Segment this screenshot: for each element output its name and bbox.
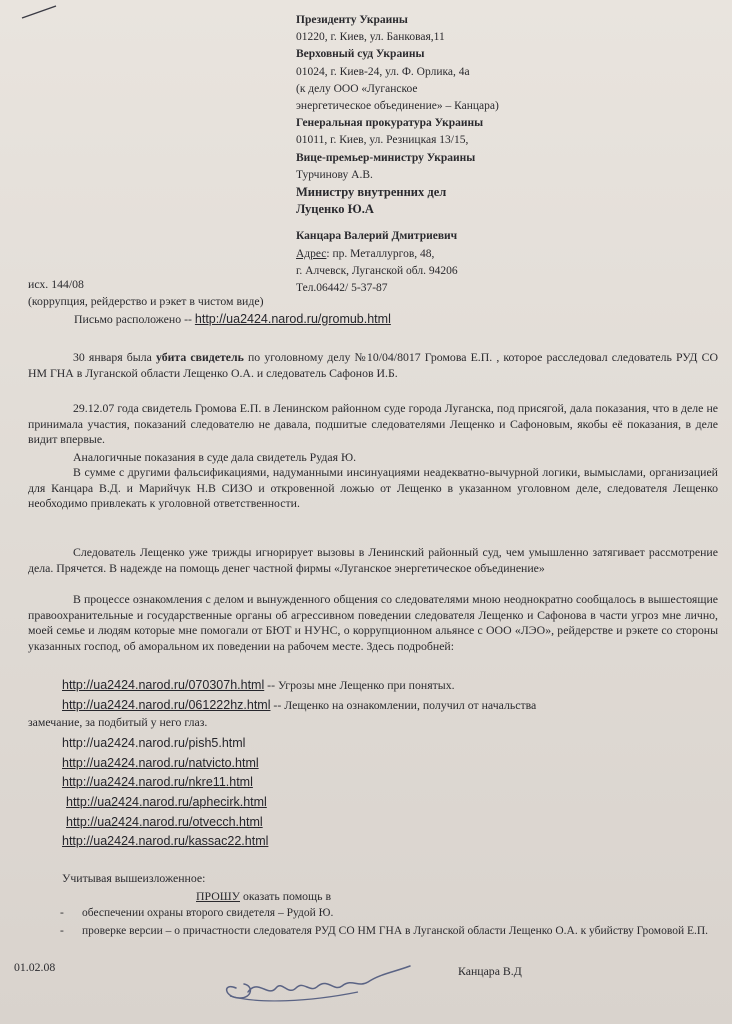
addressee-line: Президенту Украины [296,14,408,26]
reference-number: исх. 144/08 [28,277,84,291]
paragraph-rudaya: Аналогичные показания в суде дала свидетель Рудая Ю. [73,450,357,464]
addressee-block [296,12,726,297]
evidence-link[interactable]: http://ua2424.narod.ru/natvicto.html [62,755,259,770]
evidence-link[interactable]: http://ua2424.narod.ru/pish5.html [62,736,246,751]
addressee-line: Луценко Ю.А [296,202,374,217]
letter-location-link[interactable]: http://ua2424.narod.ru/gromub.html [194,312,391,326]
addressee-line: Министру внутренних дел [296,185,447,200]
evidence-link[interactable]: http://ua2424.narod.ru/061222hz.html [62,697,271,712]
addressee-line: Турчинову А.В. [296,168,373,181]
request-bullet [60,924,720,940]
request-bullet [60,906,720,922]
paragraph-murder: 30 января была убита свидетель по уголовному делу №10/04/8017 Громова Е.П. , которое расследовал следователь РУД СО НМ ГНА в Луганской области Лещенко О.А. и следователь Сафонов И.Б. [28,350,718,380]
handwritten-signature [218,958,418,1013]
paragraph-complaints: В процессе ознакомления с делом и вынужденного общения со следователями мною неоднократно сообщалось в вышестоящие правоохранительные и государственные органы об агрессивном поведении следователя Лещенко и Сафонова в части угроз мне лично, моей семье и людям которые мне помогали от БЮТ и НУНС, о коррупционном альянсе с ООО «ЛЭО», рейдерстве и рэкете со стороны указанных господ, об аморальном их поведении на рабочем месте. Здесь подробней: [28,592,718,653]
paragraph-testimony: 29.12.07 года свидетель Громова Е.П. в Ленинском районном суде города Луганска, под присягой, дала показания, что в деле не принимала участия, показаний следователю не давала, подшитые следователями Лещенко и Сафоновым, якобы её показания, в деле видит впервые. [28,401,718,447]
subtitle: (коррупция, рейдерство и рэкет в чистом виде) [28,294,264,308]
signature-name: Канцара В.Д [458,964,522,978]
bullet-dash-icon: - [60,907,64,919]
pen-scratch-mark [20,2,60,22]
paragraph-falsifications: В сумме с другими фальсификациями, надуманными инсинуациями неадекватно-вычурной логики, вымыслами, организацией для Канцара В.Д. и Марийчук Н.В СИЗО и откровенной ложью от Лещенко в указанном уголовном деле, следователя Лещенко необходимо привлекать к уголовной ответственности. [28,465,718,511]
request-line: ПРОШУ оказать помощь в [196,889,332,903]
evidence-link-row: http://ua2424.narod.ru/070307h.html -- Угрозы мне Лещенко при понятых. [62,678,455,692]
evidence-link[interactable]: http://ua2424.narod.ru/070307h.html [62,678,265,692]
paragraph-ignoring-court: Следователь Лещенко уже трижды игнорирует вызовы в Ленинский районный суд, чем умышленно затягивает рассмотрение дела. Прячется. В надежде на помощь денег частной фирмы «Луганское энергетическое объединение» [28,545,718,575]
link-continuation: замечание, за подбитый у него глаз. [28,715,208,730]
addressee-line: Генеральная прокуратура Украины [296,117,484,130]
sender-address: Адрес: пр. Металлургов, 48, [296,247,435,260]
killed-witness-emphasis: убита свидетель [155,350,244,364]
addressee-line: Верховный суд Украины [296,48,425,61]
evidence-links-list [28,676,722,852]
letter-location-label: Письмо расположено -- [74,312,192,326]
bullet-text: проверке версии – о причастности следователя РУД СО НМ ГНА в Луганской области Лещенко О.А. к убийству Громовой Е.П. [82,925,709,937]
letter-date: 01.02.08 [14,960,56,974]
addressee-line: 01220, г. Киев, ул. Банковая,11 [296,31,445,44]
address-label: Адрес [296,247,327,260]
evidence-link[interactable]: http://ua2424.narod.ru/aphecirk.html [66,794,267,809]
evidence-link[interactable]: http://ua2424.narod.ru/kassac22.html [62,834,269,849]
addressee-line: 01011, г. Киев, ул. Резницкая 13/15, [296,134,469,147]
letter-location [74,312,391,328]
evidence-link-row: http://ua2424.narod.ru/061222hz.html -- Лещенко на ознакомлении, получил от начальства [62,697,537,712]
addressee-line: энергетическое объединение» – Канцара) [296,100,499,113]
evidence-link[interactable]: http://ua2424.narod.ru/nkre11.html [62,775,253,790]
sender-phone: Тел.06442/ 5-37-87 [296,282,388,295]
addressee-line: (к делу ООО «Луганское [296,82,418,95]
sender-name: Канцара Валерий Дмитриевич [296,230,458,243]
evidence-link[interactable]: http://ua2424.narod.ru/otvecch.html [66,814,263,829]
sender-address-line2: г. Алчевск, Луганской обл. 94206 [296,264,458,277]
bullet-dash-icon: - [60,925,64,937]
bullet-text: обеспечении охраны второго свидетеля – Рудой Ю. [82,907,334,919]
addressee-line: Вице-премьер-министру Украины [296,151,476,164]
request-keyword: ПРОШУ [196,889,240,903]
addressee-line: 01024, г. Киев-24, ул. Ф. Орлика, 4а [296,65,470,78]
considering-line: Учитывая вышеизложенное: [62,871,206,885]
